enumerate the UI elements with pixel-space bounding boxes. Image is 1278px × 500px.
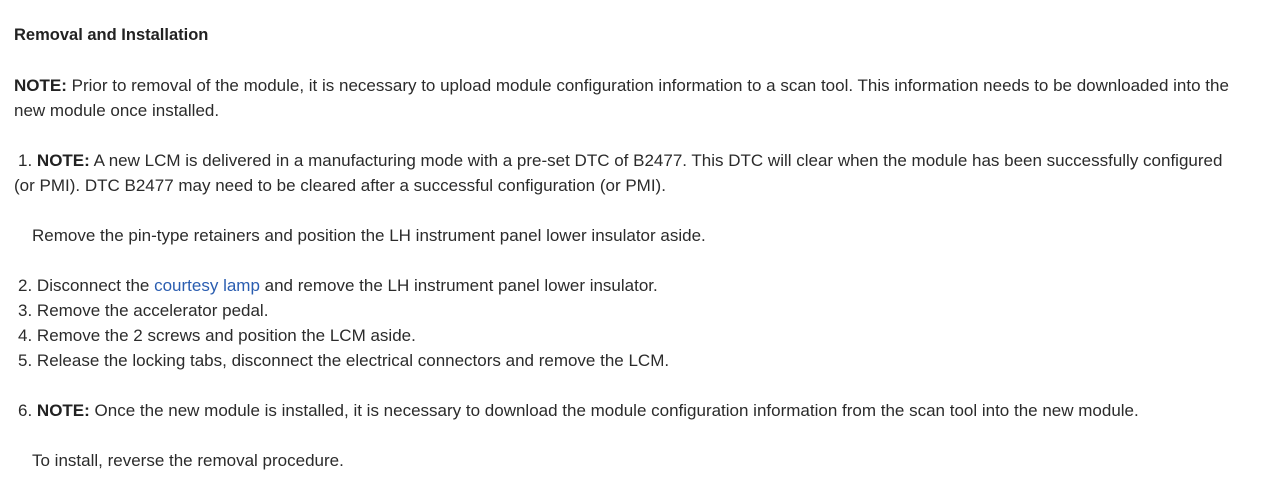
step-number: 6.	[18, 401, 33, 420]
step-text: Disconnect the	[32, 276, 155, 295]
step-text: Once the new module is installed, it is necessary to download the module configuration information from the scan tool into the new module.	[89, 401, 1139, 420]
note-label: NOTE:	[36, 401, 90, 420]
step-number: 2.	[18, 276, 33, 295]
note-paragraph	[14, 73, 1238, 123]
step-text: Remove the accelerator pedal.	[32, 301, 269, 320]
step-number: 4.	[18, 326, 33, 345]
step-text: Release the locking tabs, disconnect the electrical connectors and remove the LCM.	[32, 351, 670, 370]
step-5	[14, 348, 1238, 373]
step-4	[14, 323, 1238, 348]
step-1	[14, 148, 1238, 198]
step-text: Remove the 2 screws and position the LCM aside.	[32, 326, 416, 345]
step-number: 5.	[18, 351, 33, 370]
step-3	[14, 298, 1238, 323]
step-text: and remove the LH instrument panel lower insulator.	[259, 276, 658, 295]
section-heading: Removal and Installation	[14, 26, 209, 44]
note-label: NOTE:	[14, 76, 67, 95]
step-1-substep: Remove the pin-type retainers and position the LH instrument panel lower insulator aside.	[32, 226, 706, 245]
courtesy-lamp-link[interactable]: courtesy lamp	[154, 276, 260, 295]
step-number: 3.	[18, 301, 33, 320]
step-text: A new LCM is delivered in a manufacturing mode with a pre-set DTC of B2477. This DTC will clear when the module has been successfully configured (or PMI). DTC B2477 may need to be cleared after a successful configuration (or PMI).	[14, 151, 1223, 195]
step-6-substep: To install, reverse the removal procedure.	[32, 451, 344, 470]
step-6	[14, 398, 1238, 423]
note-label: NOTE:	[36, 151, 90, 170]
step-number: 1.	[18, 151, 33, 170]
step-2	[14, 273, 1238, 298]
note-text: Prior to removal of the module, it is necessary to upload module configuration information to a scan tool. This information needs to be downloaded into the new module once installed.	[14, 76, 1229, 120]
